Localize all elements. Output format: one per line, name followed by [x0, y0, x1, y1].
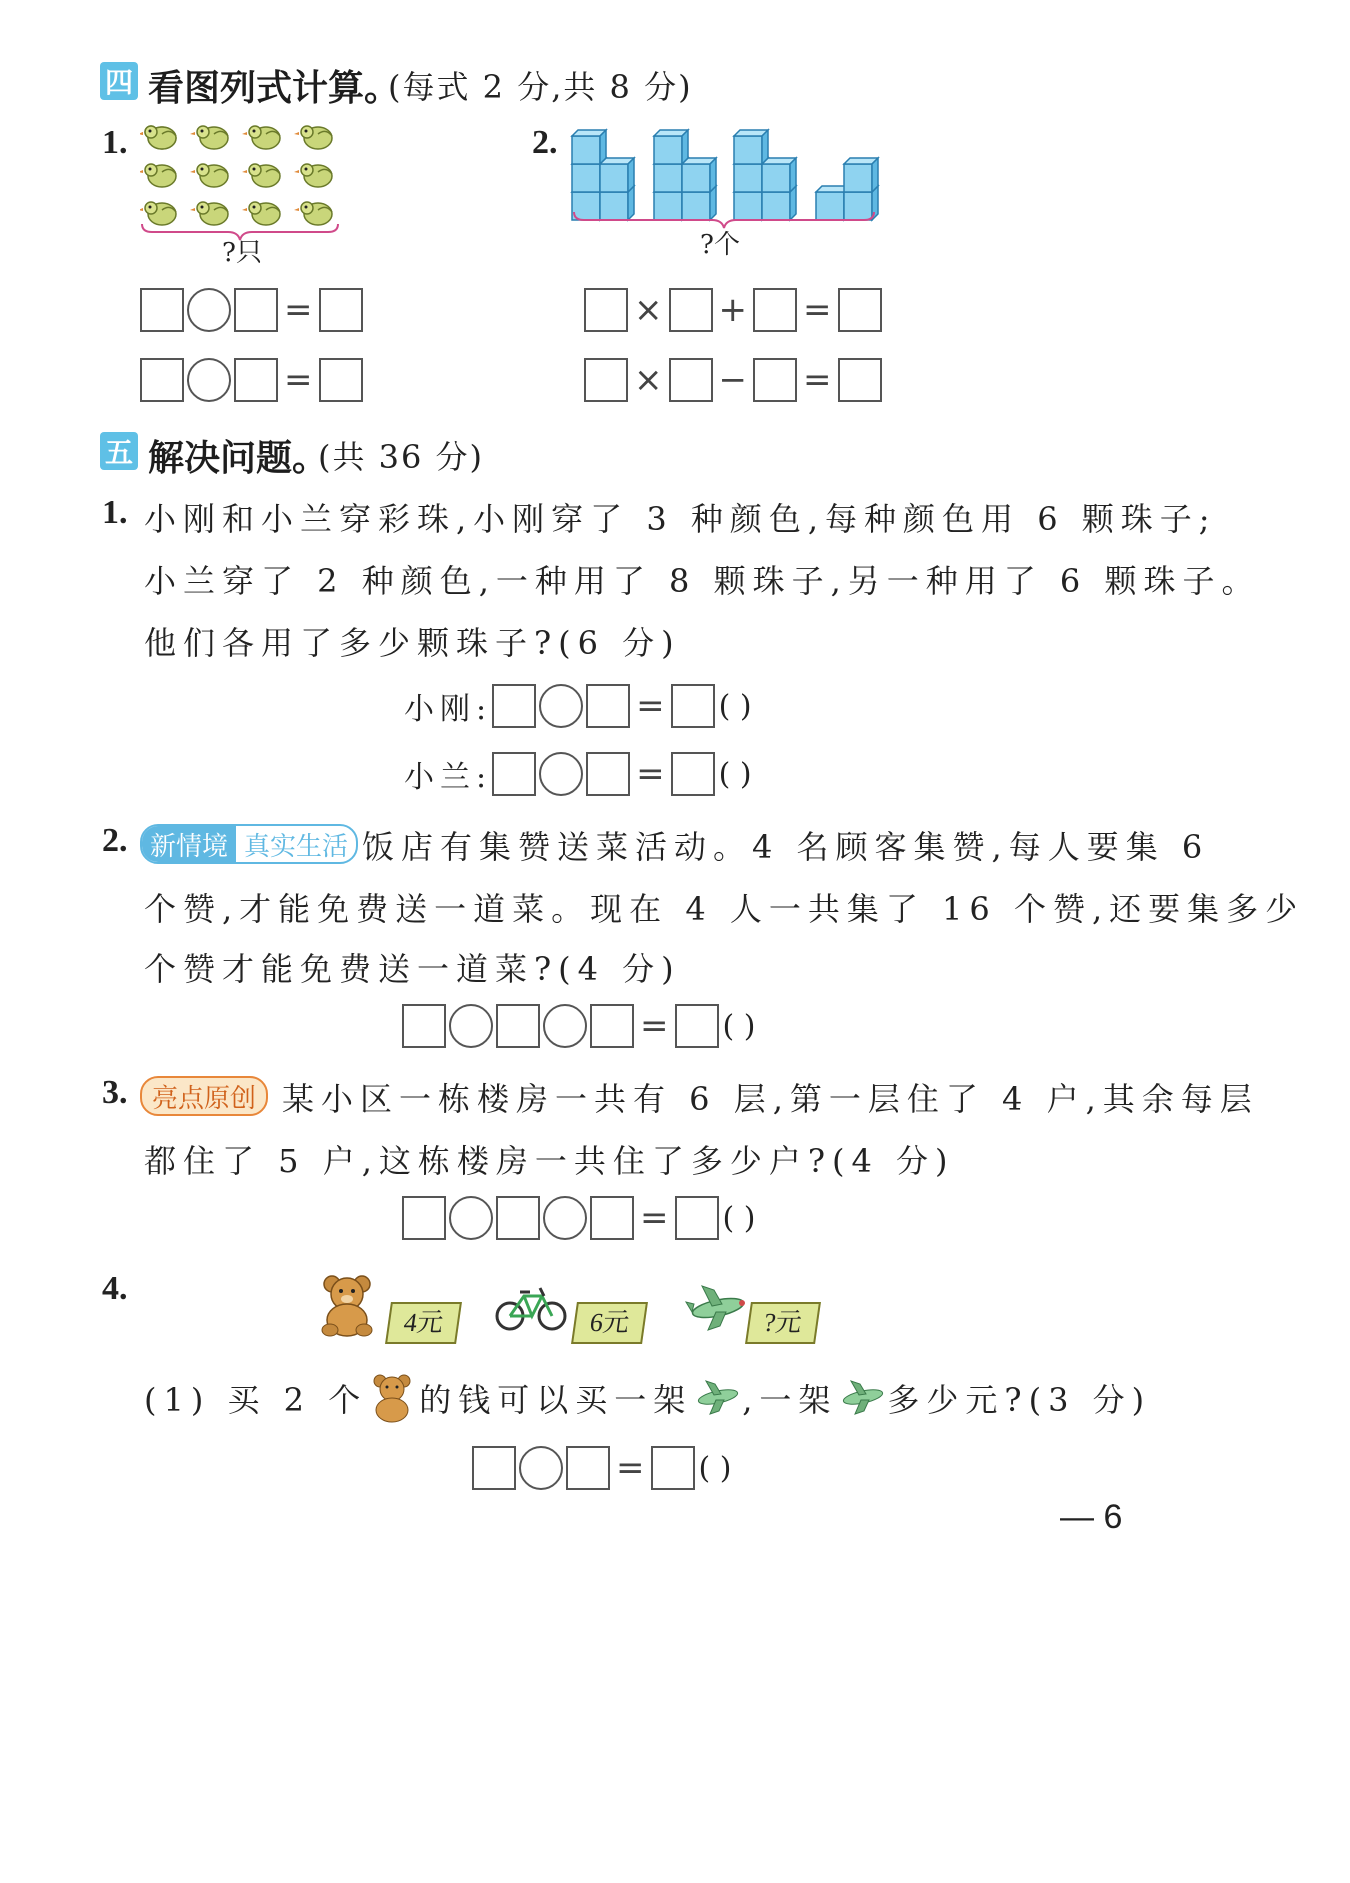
airplane-icon — [692, 1379, 742, 1417]
answer-box[interactable] — [319, 358, 363, 402]
answer-box[interactable] — [140, 288, 184, 332]
section-5-title: 解决问题。 — [148, 438, 329, 479]
multiply-sign: × — [634, 290, 663, 330]
answer-box[interactable] — [586, 752, 630, 796]
plane-price-tag: ?元 — [745, 1302, 820, 1344]
answer-box[interactable] — [675, 1196, 719, 1240]
section-5-badge: 五 — [100, 432, 138, 470]
answer-box[interactable] — [234, 288, 278, 332]
answer-box[interactable] — [590, 1004, 634, 1048]
section-4-title: 看图列式计算。 — [148, 68, 401, 109]
operator-circle[interactable] — [187, 358, 231, 402]
name-label-xiaolan: 小兰: — [404, 760, 493, 795]
s4-q2-number: 2. — [532, 124, 558, 161]
highlight-original-tag: 亮点原创 — [140, 1076, 268, 1116]
plus-sign: + — [718, 290, 747, 330]
answer-box[interactable] — [584, 288, 628, 332]
answer-box[interactable] — [402, 1196, 446, 1240]
minus-sign: − — [718, 360, 747, 400]
unit-blank[interactable]: ( ) — [722, 1200, 756, 1236]
section-5-note: (共 36 分) — [318, 438, 485, 476]
equals-sign: = — [636, 754, 665, 794]
answer-box[interactable] — [586, 684, 630, 728]
answer-box[interactable] — [669, 288, 713, 332]
operator-circle[interactable] — [519, 1446, 563, 1490]
section-4-badge: 四 — [100, 62, 138, 100]
bicycle-icon — [494, 1282, 568, 1334]
answer-box[interactable] — [838, 358, 882, 402]
equals-sign: = — [636, 686, 665, 726]
answer-box[interactable] — [496, 1196, 540, 1240]
s5-q1-line-1: 小刚和小兰穿彩珠,小刚穿了 3 种颜色,每种颜色用 6 颗珠子; — [144, 500, 1217, 538]
operator-circle[interactable] — [543, 1196, 587, 1240]
s5-q3-line-2: 都住了 5 户,这栋楼房一共住了多少户?(4 分) — [144, 1142, 955, 1180]
teddy-bear-icon — [367, 1372, 419, 1424]
answer-box[interactable] — [140, 358, 184, 402]
airplane-icon — [684, 1284, 750, 1334]
answer-box[interactable] — [234, 358, 278, 402]
answer-box[interactable] — [675, 1004, 719, 1048]
new-context-tag — [140, 824, 358, 864]
s5-q1-equation-xiaolan — [404, 752, 752, 796]
multiply-sign: × — [634, 360, 663, 400]
answer-box[interactable] — [472, 1446, 516, 1490]
answer-box[interactable] — [590, 1196, 634, 1240]
s5-q2-number: 2. — [102, 822, 128, 859]
operator-circle[interactable] — [449, 1196, 493, 1240]
operator-circle[interactable] — [539, 684, 583, 728]
equals-sign: = — [803, 360, 832, 400]
s4-q2-equation-1 — [584, 288, 882, 332]
s5-q1-number: 1. — [102, 494, 128, 531]
bike-price-tag: 6元 — [571, 1302, 648, 1344]
s4-q1-number: 1. — [102, 124, 128, 161]
duckling-group-icon — [140, 120, 340, 238]
answer-box[interactable] — [671, 684, 715, 728]
answer-box[interactable] — [671, 752, 715, 796]
answer-box[interactable] — [496, 1004, 540, 1048]
sub1-suffix: 多少元?(3 分) — [887, 1381, 1152, 1419]
equals-sign: = — [803, 290, 832, 330]
s5-q4-number: 4. — [102, 1270, 128, 1307]
s5-q2-equation — [402, 1004, 755, 1048]
name-label-xiaogang: 小刚: — [404, 692, 493, 727]
answer-box[interactable] — [753, 288, 797, 332]
equals-sign: = — [640, 1006, 669, 1046]
unit-blank[interactable]: ( ) — [698, 1450, 732, 1486]
answer-box[interactable] — [838, 288, 882, 332]
answer-box[interactable] — [669, 358, 713, 402]
equals-sign: = — [284, 360, 313, 400]
bear-price-tag: 4元 — [385, 1302, 462, 1344]
s5-q1-line-3: 他们各用了多少颗珠子?(6 分) — [144, 624, 681, 662]
unit-blank[interactable]: ( ) — [722, 1008, 756, 1044]
operator-circle[interactable] — [187, 288, 231, 332]
s4-q2-question-label: ?个 — [700, 230, 740, 260]
operator-circle[interactable] — [539, 752, 583, 796]
sub1-mid2: ,一架 — [742, 1381, 838, 1419]
answer-box[interactable] — [492, 684, 536, 728]
s5-q2-line-3: 个赞才能免费送一道菜?(4 分) — [144, 950, 681, 988]
answer-box[interactable] — [402, 1004, 446, 1048]
sub1-mid: 的钱可以买一架 — [419, 1381, 693, 1419]
airplane-icon — [837, 1379, 887, 1417]
tag-right: 真实生活 — [244, 831, 349, 862]
answer-box[interactable] — [319, 288, 363, 332]
s4-q1-equation-1 — [140, 288, 363, 332]
answer-box[interactable] — [584, 358, 628, 402]
s5-q1-equation-xiaogang — [404, 684, 752, 728]
unit-blank[interactable]: ( ) — [718, 688, 752, 724]
s4-q1-question-label: ?只 — [222, 238, 262, 268]
s5-q4-sub1-equation — [472, 1446, 731, 1490]
answer-box[interactable] — [651, 1446, 695, 1490]
s5-q1-line-2: 小兰穿了 2 种颜色,一种用了 8 颗珠子,另一种用了 6 颗珠子。 — [144, 562, 1261, 600]
s5-q4-sub1 — [144, 1372, 1151, 1424]
operator-circle[interactable] — [543, 1004, 587, 1048]
cube-stacks-icon — [570, 124, 880, 224]
page-number: — 6 — [1060, 1498, 1123, 1536]
equals-sign: = — [284, 290, 313, 330]
teddy-bear-icon — [316, 1272, 382, 1338]
section-4-note: (每式 2 分,共 8 分) — [388, 68, 693, 106]
s4-q2-equation-2 — [584, 358, 882, 402]
s5-q2-line-1: 饭店有集赞送菜活动。4 名顾客集赞,每人要集 6 — [362, 828, 1210, 866]
sub1-prefix: (1) 买 2 个 — [144, 1381, 368, 1419]
s5-q2-line-2: 个赞,才能免费送一道菜。现在 4 人一共集了 16 个赞,还要集多少 — [144, 890, 1305, 928]
operator-circle[interactable] — [449, 1004, 493, 1048]
equals-sign: = — [640, 1198, 669, 1238]
unit-blank[interactable]: ( ) — [718, 756, 752, 792]
s4-q1-equation-2 — [140, 358, 363, 402]
answer-box[interactable] — [753, 358, 797, 402]
s5-q3-number: 3. — [102, 1074, 128, 1111]
answer-box[interactable] — [566, 1446, 610, 1490]
tag-left: 新情境 — [142, 826, 236, 862]
s5-q3-line-1: 某小区一栋楼房一共有 6 层,第一层住了 4 户,其余每层 — [282, 1080, 1259, 1118]
answer-box[interactable] — [492, 752, 536, 796]
equals-sign: = — [616, 1448, 645, 1488]
s5-q3-equation — [402, 1196, 755, 1240]
